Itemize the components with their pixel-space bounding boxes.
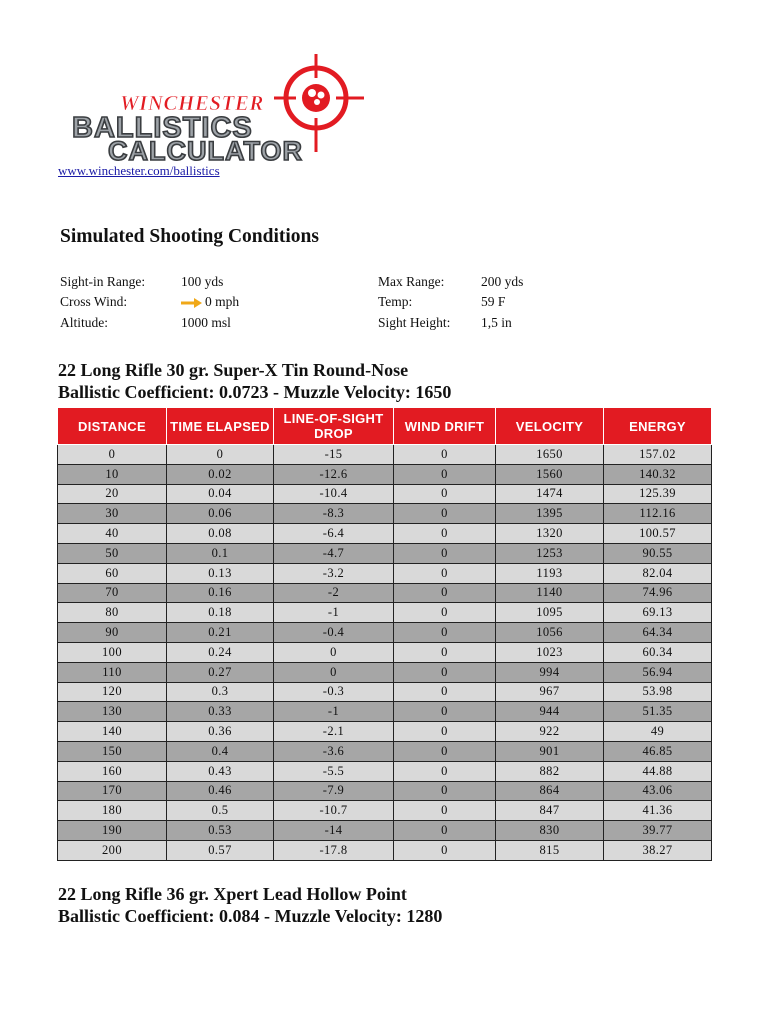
cell-time-elapsed: 0.1 <box>167 543 274 563</box>
table-row <box>58 702 712 722</box>
cell-velocity: 847 <box>496 801 604 821</box>
cell-energy: 43.06 <box>604 781 712 801</box>
cell-line-of-sight-drop: -2.1 <box>274 722 394 742</box>
cell-energy: 56.94 <box>604 662 712 682</box>
cell-distance: 50 <box>58 543 167 563</box>
cell-energy: 53.98 <box>604 682 712 702</box>
cell-time-elapsed: 0.13 <box>167 563 274 583</box>
cell-wind-drift: 0 <box>394 781 496 801</box>
table-row <box>58 524 712 544</box>
header-time-elapsed: TIME ELAPSED <box>167 408 274 445</box>
cell-velocity: 1095 <box>496 603 604 623</box>
cell-velocity: 864 <box>496 781 604 801</box>
cell-wind-drift: 0 <box>394 801 496 821</box>
cell-distance: 30 <box>58 504 167 524</box>
table-row <box>58 840 712 860</box>
cell-velocity: 1474 <box>496 484 604 504</box>
cell-line-of-sight-drop: -17.8 <box>274 840 394 860</box>
cell-energy: 39.77 <box>604 821 712 841</box>
cell-line-of-sight-drop: -4.7 <box>274 543 394 563</box>
cell-velocity: 815 <box>496 840 604 860</box>
cell-line-of-sight-drop: -10.7 <box>274 801 394 821</box>
logo-brand: WINCHESTER <box>120 91 264 115</box>
table-row <box>58 445 712 465</box>
cell-distance: 0 <box>58 445 167 465</box>
cell-wind-drift: 0 <box>394 445 496 465</box>
sight-height-label: Sight Height: <box>378 315 451 330</box>
cell-wind-drift: 0 <box>394 524 496 544</box>
cell-velocity: 994 <box>496 662 604 682</box>
max-range-label: Max Range: <box>378 274 445 289</box>
cell-wind-drift: 0 <box>394 821 496 841</box>
table-row <box>58 563 712 583</box>
cell-time-elapsed: 0.46 <box>167 781 274 801</box>
cell-velocity: 830 <box>496 821 604 841</box>
table-row <box>58 761 712 781</box>
cell-energy: 60.34 <box>604 642 712 662</box>
cell-velocity: 967 <box>496 682 604 702</box>
cell-distance: 180 <box>58 801 167 821</box>
cell-time-elapsed: 0.08 <box>167 524 274 544</box>
cell-wind-drift: 0 <box>394 662 496 682</box>
cell-time-elapsed: 0.57 <box>167 840 274 860</box>
cell-energy: 74.96 <box>604 583 712 603</box>
cell-line-of-sight-drop: -15 <box>274 445 394 465</box>
cell-distance: 20 <box>58 484 167 504</box>
cell-wind-drift: 0 <box>394 722 496 742</box>
table-row <box>58 821 712 841</box>
cell-wind-drift: 0 <box>394 761 496 781</box>
table-row <box>58 504 712 524</box>
cell-wind-drift: 0 <box>394 583 496 603</box>
cell-wind-drift: 0 <box>394 702 496 722</box>
cell-line-of-sight-drop: -1 <box>274 702 394 722</box>
cell-energy: 100.57 <box>604 524 712 544</box>
table-row <box>58 722 712 742</box>
cell-time-elapsed: 0.33 <box>167 702 274 722</box>
cell-line-of-sight-drop: -14 <box>274 821 394 841</box>
cell-wind-drift: 0 <box>394 682 496 702</box>
cell-velocity: 901 <box>496 741 604 761</box>
cell-energy: 44.88 <box>604 761 712 781</box>
sight-height-value: 1,5 in <box>481 315 512 330</box>
conditions-title: Simulated Shooting Conditions <box>60 226 319 247</box>
table-row <box>58 682 712 702</box>
cell-time-elapsed: 0.21 <box>167 623 274 643</box>
cell-line-of-sight-drop: -10.4 <box>274 484 394 504</box>
cell-line-of-sight-drop: -2 <box>274 583 394 603</box>
cell-energy: 49 <box>604 722 712 742</box>
cell-time-elapsed: 0.16 <box>167 583 274 603</box>
temp-value: 59 F <box>481 294 506 309</box>
cell-time-elapsed: 0.5 <box>167 801 274 821</box>
cell-distance: 120 <box>58 682 167 702</box>
cell-distance: 170 <box>58 781 167 801</box>
header-velocity: VELOCITY <box>496 408 604 445</box>
header-line-of-sight-drop: LINE-OF-SIGHT DROP <box>274 408 394 445</box>
logo-line2: CALCULATOR <box>108 136 303 166</box>
cell-energy: 82.04 <box>604 563 712 583</box>
cell-velocity: 1253 <box>496 543 604 563</box>
cell-line-of-sight-drop: -7.9 <box>274 781 394 801</box>
winchester-ballistics-link[interactable]: www.winchester.com/ballistics <box>58 163 220 178</box>
cell-velocity: 1320 <box>496 524 604 544</box>
cell-distance: 100 <box>58 642 167 662</box>
cell-velocity: 882 <box>496 761 604 781</box>
cell-time-elapsed: 0.02 <box>167 464 274 484</box>
load2-subtitle: Ballistic Coefficient: 0.084 - Muzzle Velocity: 1280 <box>58 906 443 926</box>
cell-time-elapsed: 0.27 <box>167 662 274 682</box>
cell-distance: 110 <box>58 662 167 682</box>
table-row <box>58 464 712 484</box>
cell-time-elapsed: 0.53 <box>167 821 274 841</box>
table-row <box>58 741 712 761</box>
cell-distance: 150 <box>58 741 167 761</box>
cell-velocity: 1395 <box>496 504 604 524</box>
cell-energy: 140.32 <box>604 464 712 484</box>
header-distance: DISTANCE <box>58 408 167 445</box>
cross-wind-value: 0 mph <box>205 294 240 309</box>
cell-velocity: 1023 <box>496 642 604 662</box>
load1-subtitle: Ballistic Coefficient: 0.0723 - Muzzle Velocity: 1650 <box>58 382 452 402</box>
sight-in-range-label: Sight-in Range: <box>60 274 146 289</box>
cell-wind-drift: 0 <box>394 464 496 484</box>
cell-line-of-sight-drop: -12.6 <box>274 464 394 484</box>
table-row <box>58 662 712 682</box>
cell-distance: 60 <box>58 563 167 583</box>
cell-wind-drift: 0 <box>394 563 496 583</box>
cell-wind-drift: 0 <box>394 603 496 623</box>
load1-title: 22 Long Rifle 30 gr. Super-X Tin Round-Nose <box>58 360 409 380</box>
cell-wind-drift: 0 <box>394 504 496 524</box>
cell-wind-drift: 0 <box>394 484 496 504</box>
cell-time-elapsed: 0.36 <box>167 722 274 742</box>
cell-distance: 200 <box>58 840 167 860</box>
cross-wind-label: Cross Wind: <box>60 294 128 309</box>
cell-line-of-sight-drop: -3.2 <box>274 563 394 583</box>
cell-velocity: 1650 <box>496 445 604 465</box>
cell-time-elapsed: 0.24 <box>167 642 274 662</box>
header-energy: ENERGY <box>604 408 712 445</box>
cell-distance: 160 <box>58 761 167 781</box>
cell-energy: 157.02 <box>604 445 712 465</box>
cell-time-elapsed: 0.43 <box>167 761 274 781</box>
cell-time-elapsed: 0.4 <box>167 741 274 761</box>
cell-velocity: 1056 <box>496 623 604 643</box>
logo-line1: BALLISTICS <box>72 112 253 144</box>
cell-energy: 46.85 <box>604 741 712 761</box>
cell-velocity: 1193 <box>496 563 604 583</box>
cell-line-of-sight-drop: 0 <box>274 642 394 662</box>
cell-line-of-sight-drop: -0.4 <box>274 623 394 643</box>
cell-line-of-sight-drop: -8.3 <box>274 504 394 524</box>
temp-label: Temp: <box>378 294 413 309</box>
altitude-label: Altitude: <box>60 315 108 330</box>
ballistics-table <box>57 407 712 861</box>
cell-distance: 190 <box>58 821 167 841</box>
cross-wind-field <box>181 294 239 310</box>
table-row <box>58 484 712 504</box>
altitude-value: 1000 msl <box>181 315 231 330</box>
header-wind-drift: WIND DRIFT <box>394 408 496 445</box>
cell-energy: 112.16 <box>604 504 712 524</box>
cell-energy: 41.36 <box>604 801 712 821</box>
winchester-ballistics-calculator-logo <box>70 52 370 168</box>
cell-line-of-sight-drop: -6.4 <box>274 524 394 544</box>
cell-time-elapsed: 0.3 <box>167 682 274 702</box>
cell-line-of-sight-drop: -0.3 <box>274 682 394 702</box>
cell-time-elapsed: 0.06 <box>167 504 274 524</box>
cell-line-of-sight-drop: -5.5 <box>274 761 394 781</box>
cell-velocity: 944 <box>496 702 604 722</box>
cell-distance: 90 <box>58 623 167 643</box>
table-header-row <box>58 408 712 445</box>
table-body <box>58 445 712 861</box>
cell-time-elapsed: 0 <box>167 445 274 465</box>
cell-distance: 130 <box>58 702 167 722</box>
cell-velocity: 922 <box>496 722 604 742</box>
cell-energy: 125.39 <box>604 484 712 504</box>
table-row <box>58 543 712 563</box>
cell-energy: 69.13 <box>604 603 712 623</box>
cell-energy: 38.27 <box>604 840 712 860</box>
cell-line-of-sight-drop: -1 <box>274 603 394 623</box>
wind-arrow-icon <box>181 298 202 308</box>
table-row <box>58 642 712 662</box>
cell-wind-drift: 0 <box>394 623 496 643</box>
cell-wind-drift: 0 <box>394 543 496 563</box>
table-row <box>58 801 712 821</box>
cell-energy: 90.55 <box>604 543 712 563</box>
cell-line-of-sight-drop: -3.6 <box>274 741 394 761</box>
cell-time-elapsed: 0.04 <box>167 484 274 504</box>
cell-wind-drift: 0 <box>394 642 496 662</box>
table-row <box>58 781 712 801</box>
sight-in-range-value: 100 yds <box>181 274 224 289</box>
cell-distance: 10 <box>58 464 167 484</box>
cell-wind-drift: 0 <box>394 741 496 761</box>
cell-time-elapsed: 0.18 <box>167 603 274 623</box>
cell-velocity: 1560 <box>496 464 604 484</box>
table-row <box>58 623 712 643</box>
table-row <box>58 603 712 623</box>
cell-distance: 80 <box>58 603 167 623</box>
cell-distance: 140 <box>58 722 167 742</box>
cell-energy: 64.34 <box>604 623 712 643</box>
cell-energy: 51.35 <box>604 702 712 722</box>
max-range-value: 200 yds <box>481 274 524 289</box>
table-row <box>58 583 712 603</box>
cell-line-of-sight-drop: 0 <box>274 662 394 682</box>
cell-velocity: 1140 <box>496 583 604 603</box>
load2-title: 22 Long Rifle 36 gr. Xpert Lead Hollow Point <box>58 884 407 904</box>
cell-distance: 40 <box>58 524 167 544</box>
cell-distance: 70 <box>58 583 167 603</box>
cell-wind-drift: 0 <box>394 840 496 860</box>
